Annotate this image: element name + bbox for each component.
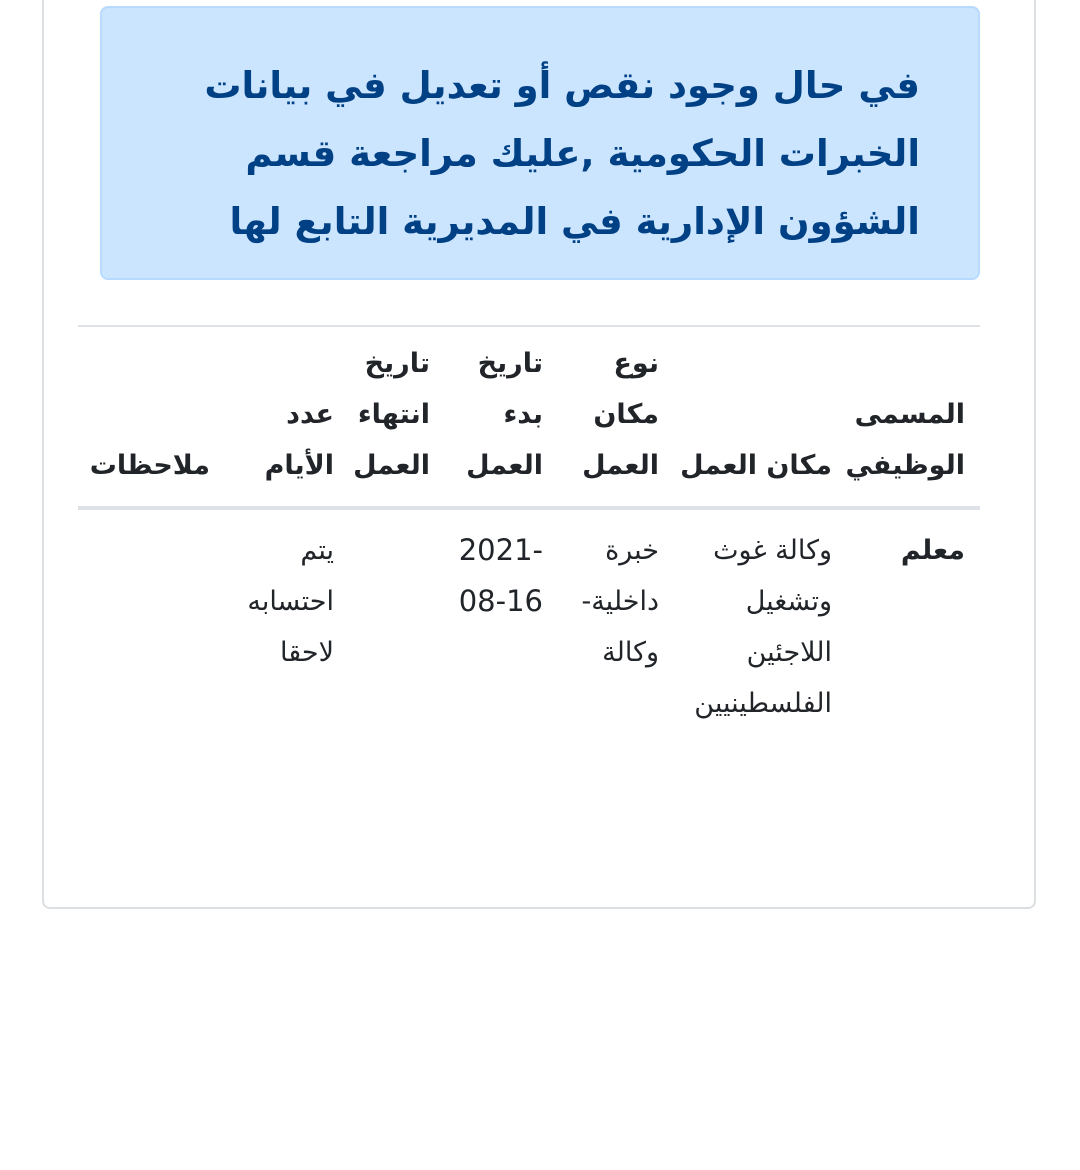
cell-days-count: يتم احتسابه لاحقا [247, 535, 334, 668]
cell-workplace-type: خبرة داخلية- وكالة [581, 535, 659, 668]
column-header-end-date: تاريخ انتهاء العمل [353, 348, 430, 481]
column-header-notes: ملاحظات [89, 450, 210, 481]
cell-start-date: -2021 08-16 [458, 533, 543, 618]
table-header-divider [78, 506, 980, 510]
table-row [0, 525, 1080, 745]
column-header-days-count: عدد الأيام [264, 399, 334, 481]
alert-line: الشؤون الإدارية في المديرية التابع لها [229, 200, 920, 243]
cell-workplace: وكالة غوث وتشغيل اللاجئين الفلسطينيين [694, 535, 832, 719]
column-header-start-date: تاريخ بدء العمل [466, 348, 543, 481]
table-header-row [0, 338, 1080, 491]
cell-job-title: معلم [900, 535, 965, 566]
column-header-job-title: المسمى الوظيفي [845, 399, 965, 481]
alert-line: الخبرات الحكومية ,عليك مراجعة قسم [245, 132, 920, 175]
alert-line: في حال وجود نقص أو تعديل في بيانات [204, 64, 920, 107]
table-top-divider [78, 325, 980, 327]
column-header-workplace: مكان العمل [680, 450, 832, 481]
column-header-workplace-type: نوع مكان العمل [582, 348, 659, 481]
info-alert [100, 6, 980, 280]
